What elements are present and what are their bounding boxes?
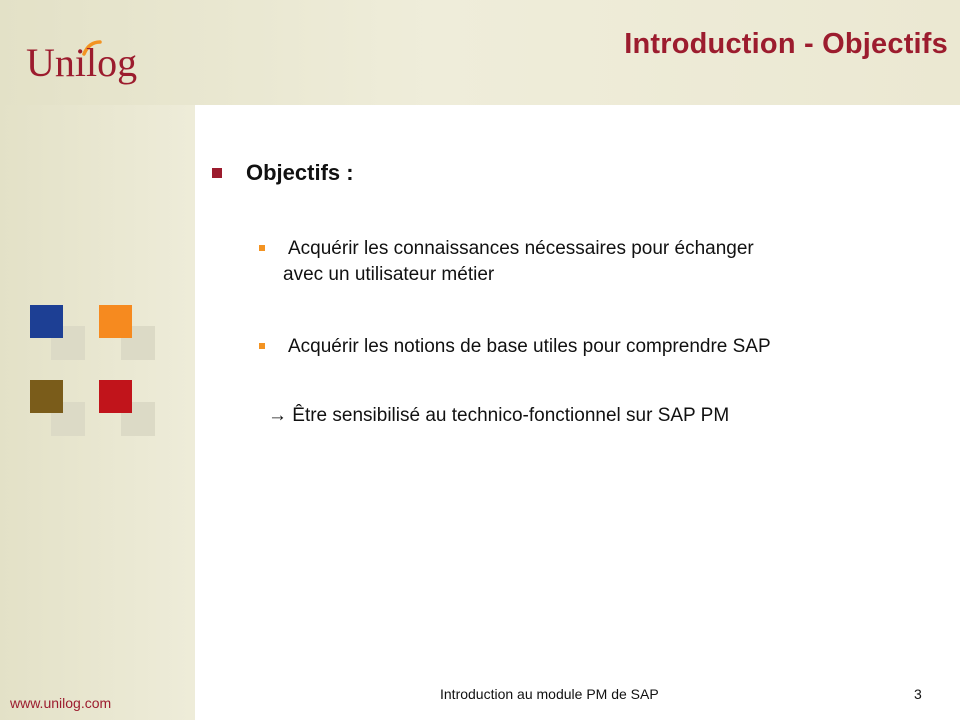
blue-square: [30, 305, 63, 338]
bullet-square-icon: [212, 168, 222, 178]
sub-bullet-1-line-2: avec un utilisateur métier: [283, 264, 495, 285]
main-bullet: [212, 160, 354, 186]
sub-bullet-1-text: [283, 236, 908, 288]
sub-bullet-square-icon: [259, 343, 265, 349]
main-bullet-text: Objectifs :: [246, 160, 354, 185]
slide-title: Introduction - Objectifs: [624, 28, 948, 60]
footer-url-link[interactable]: www.unilog.com: [10, 695, 112, 711]
conclusion-line: [268, 403, 729, 429]
sub-bullet-2-text: Acquérir les notions de base utiles pour comprendre SAP: [288, 336, 771, 357]
red-square: [99, 380, 132, 413]
right-arrow-icon: →: [268, 405, 287, 426]
footer-title: Introduction au module PM de SAP: [440, 686, 659, 702]
unilog-logo: [26, 30, 156, 90]
olive-square: [30, 380, 63, 413]
decorative-squares: [25, 300, 175, 450]
sub-bullet-2: [259, 334, 908, 360]
orange-square: [99, 305, 132, 338]
page-number: 3: [914, 686, 922, 702]
conclusion-text: Être sensibilisé au technico-fonctionnel sur SAP PM: [292, 405, 730, 426]
sub-bullet-1-line-1: Acquérir les connaissances nécessaires pour échanger: [288, 238, 754, 259]
logo-text: Unilog: [26, 40, 138, 85]
sub-bullet-square-icon: [259, 245, 265, 251]
sub-bullet-1: [259, 236, 908, 288]
